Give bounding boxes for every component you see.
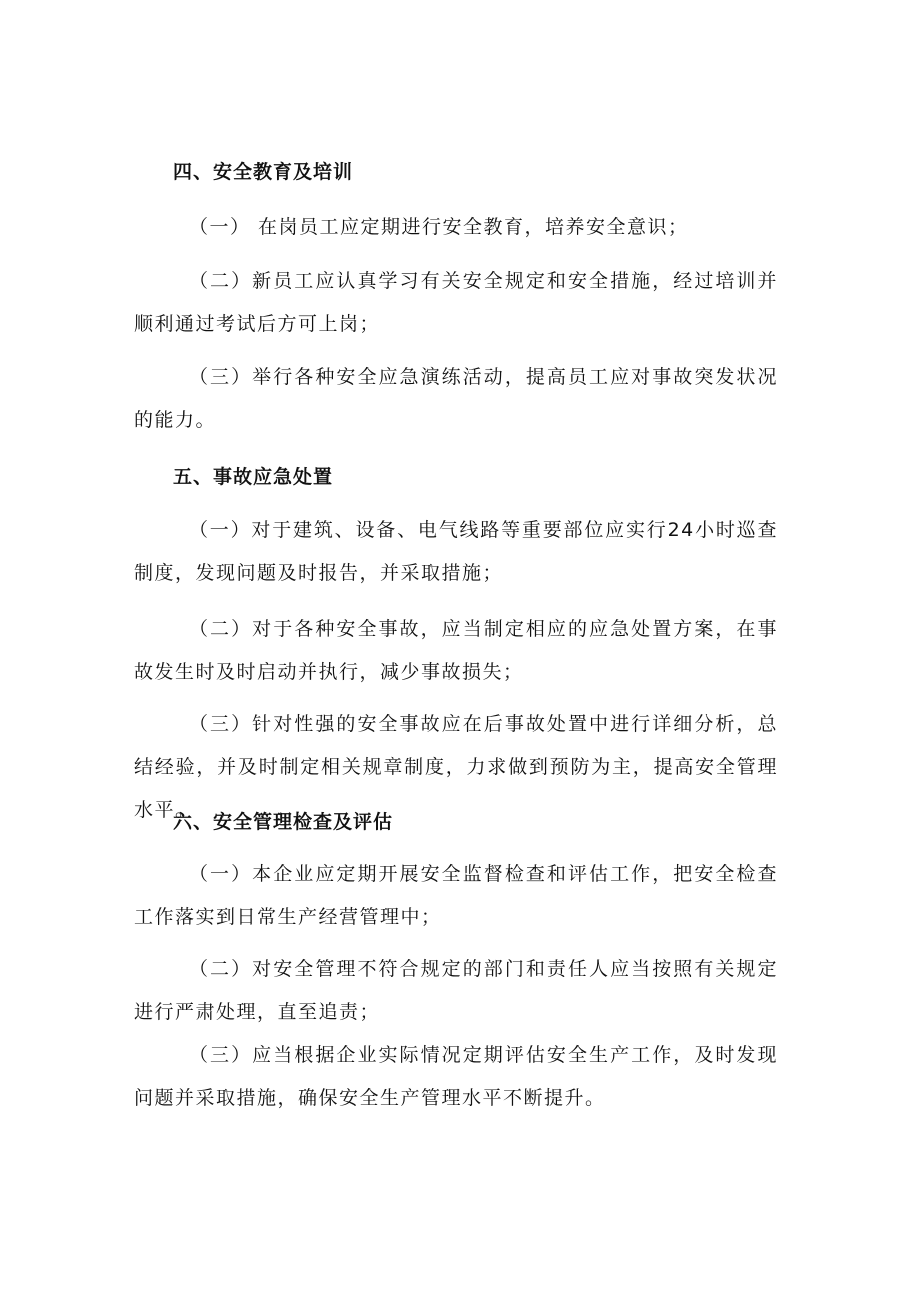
section-4-item-3: （三）举行各种安全应急演练活动，提高员工应对事故突发状况的能力。 (134, 366, 778, 431)
section-6-item-2: （二）对安全管理不符合规定的部门和责任人应当按照有关规定进行严肃处理，直至追责； (134, 958, 778, 1023)
section-6-item-1: （一）本企业应定期开展安全监督检查和评估工作，把安全检查工作落实到日常生产经营管理中； (134, 863, 778, 928)
section-4-item-1: （一） 在岗员工应定期进行安全教育，培养安全意识； (189, 216, 689, 238)
section-6-item-3: （三）应当根据企业实际情况定期评估安全生产工作，及时发现问题并采取措施，确保安全生产管理水平不断提升。 (134, 1044, 778, 1109)
section-5-item-1: （一）对于建筑、设备、电气线路等重要部位应实行24小时巡查制度，发现问题及时报告，并采取措施； (134, 519, 778, 584)
section-5-item-2: （二）对于各种安全事故，应当制定相应的应急处置方案，在事故发生时及时启动并执行，减少事故损失； (134, 618, 778, 683)
section-heading-5: 五、事故应急处置 (173, 466, 334, 488)
section-heading-4: 四、安全教育及培训 (173, 161, 354, 183)
section-5-item-3: （三）针对性强的安全事故应在后事故处置中进行详细分析，总结经验，并及时制定相关规章制度，力求做到预防为主，提高安全管理水平。 (134, 713, 778, 821)
section-4-item-2: （二）新员工应认真学习有关安全规定和安全措施，经过培训并顺利通过考试后方可上岗； (134, 270, 778, 335)
section-heading-6: 六、安全管理检查及评估 (173, 811, 394, 833)
